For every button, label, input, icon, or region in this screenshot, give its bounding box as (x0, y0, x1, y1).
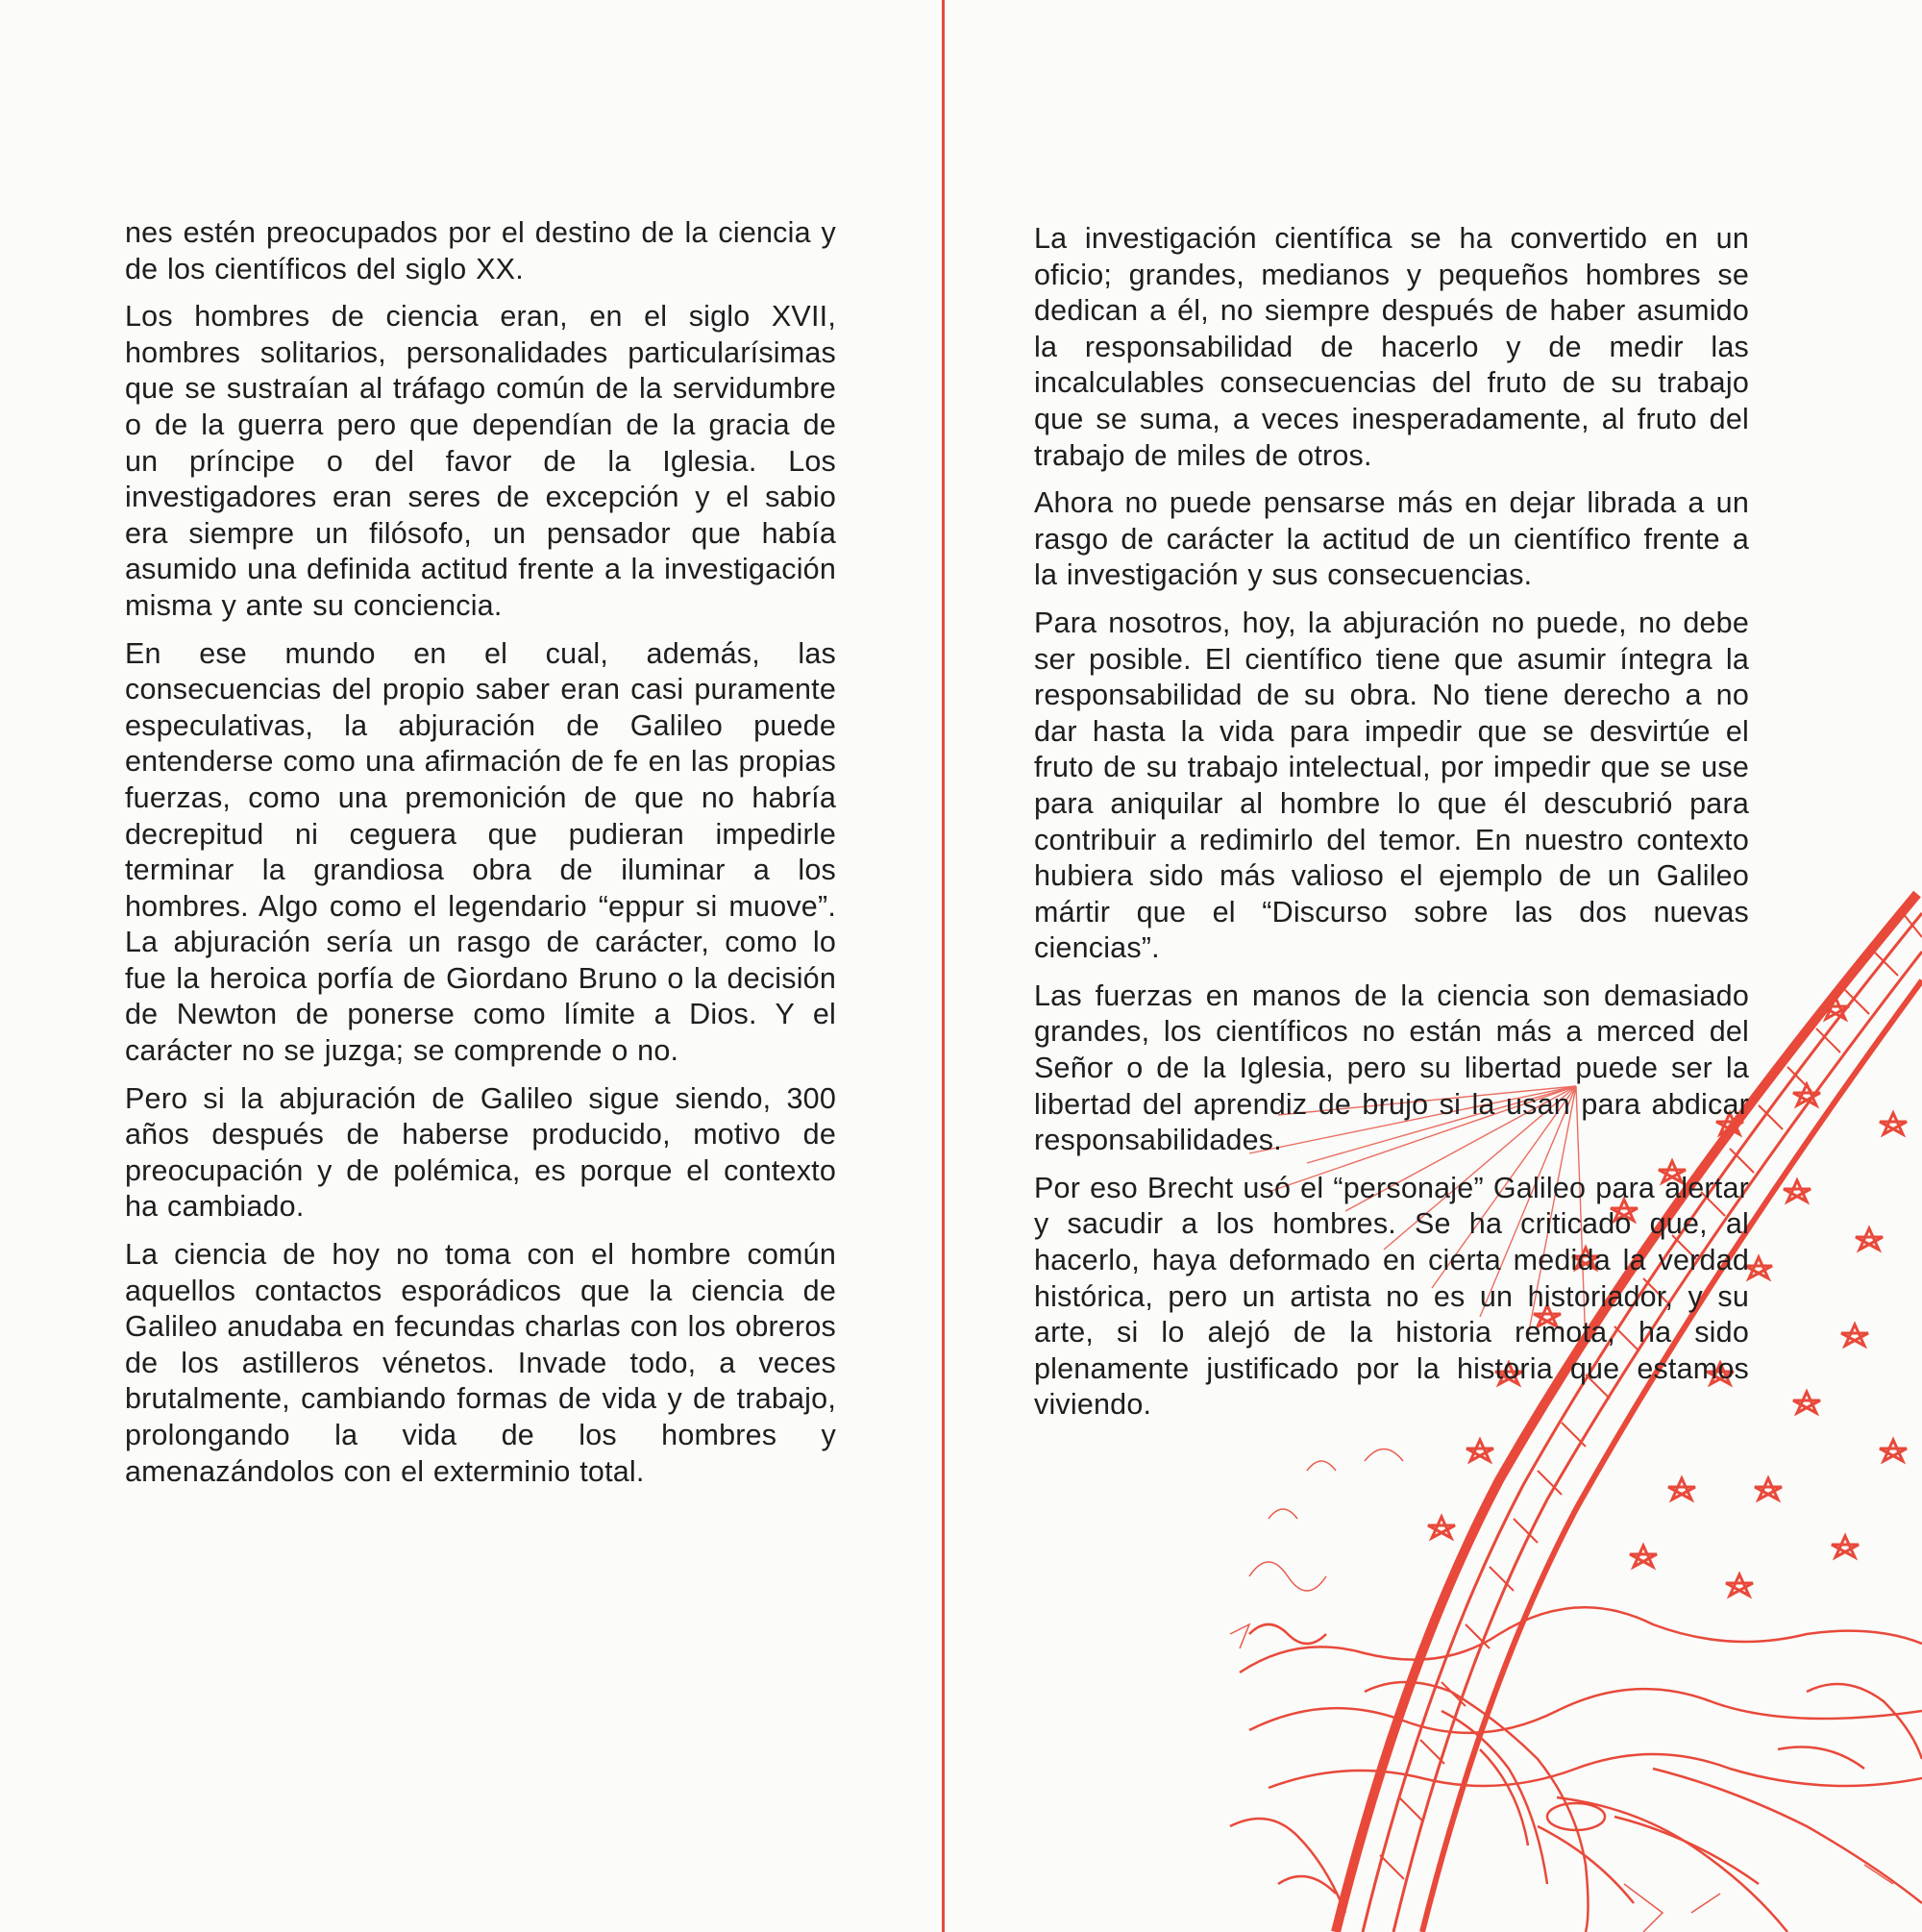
right-paragraph-1: La investigación científica se ha convertido en un oficio; grandes, medianos y pequeños hombres se dedican a él, no siempre después de haber asumido la responsabilidad de hacerlo y de medir las incalculables consecuencias del fruto de su trabajo que se suma, a veces inesperadamente, al fruto del trabajo de miles de otros. (1034, 222, 1749, 472)
right-paragraph-3: Para nosotros, hoy, la abjuración no puede, no debe ser posible. El científico tiene que asumir íntegra la responsabilidad de su obra. No tiene derecho a no dar hasta la vida para impedir que se desvirtúe el fruto de su trabajo intelectual, por impedir que se use para aniquilar al hombre lo que él descubrió para contribuir a redimirlo del temor. En nuestro contexto hubiera sido más valioso el ejemplo de un Galileo mártir que el “Discurso sobre las dos nuevas ciencias”. (1034, 606, 1749, 965)
left-paragraph-1: nes estén preocupados por el destino de la ciencia y de los científicos del siglo XX. (125, 216, 836, 285)
left-paragraph-2: Los hombres de ciencia eran, en el siglo XVII, hombres solitarios, personalidades particularísimas que se sustraían al tráfago común de la servidumbre o de la guerra pero que dependían de la gracia de un príncipe o del favor de la Iglesia. Los investigadores eran seres de excepción y el sabio era siempre un filósofo, un pensador que había asumido una definida actitud frente a la investigación misma y ante su conciencia. (125, 300, 836, 622)
right-page-text (1034, 221, 1749, 1435)
right-paragraph-5: Por eso Brecht usó el “personaje” Galileo para alertar y sacudir a los hombres. Se ha criticado que, al hacerlo, haya deformado en cierta medida la verdad histórica, pero un artista no es un historiador, y su arte, si lo alejó de la historia remota, ha sido plenamente justificado por la historia que estamos viviendo. (1034, 1171, 1749, 1422)
page-fold-divider (942, 0, 945, 1932)
left-paragraph-5: La ciencia de hoy no toma con el hombre común aquellos contactos esporádicos que la ciencia de Galileo anudaba en fecundas charlas con los obreros de los astilleros vénetos. Invade todo, a veces brutalmente, cambiando formas de vida y de trabajo, prolongando la vida de los hombres y amenazándolos con el exterminio total. (125, 1238, 836, 1488)
right-paragraph-2: Ahora no puede pensarse más en dejar librada a un rasgo de carácter la actitud de un científico frente a la investigación y sus consecuencias. (1034, 486, 1749, 592)
left-paragraph-3: En ese mundo en el cual, además, las consecuencias del propio saber eran casi puramente especulativas, la abjuración de Galileo puede entenderse como una afirmación de fe en las propias fuerzas, como una premonición de que no habría decrepitud ni ceguera que pudieran impedirle terminar la grandiosa obra de iluminar a los hombres. Algo como el legendario “eppur si muove”. La abjuración sería un rasgo de carácter, como lo fue la heroica porfía de Giordano Bruno o la decisión de Newton de ponerse como límite a Dios. Y el carácter no se juzga; se comprende o no. (125, 636, 836, 1068)
left-paragraph-4: Pero si la abjuración de Galileo sigue siendo, 300 años después de haberse producido, motivo de preocupación y de polémica, es porque el contexto ha cambiado. (125, 1081, 836, 1224)
right-paragraph-4: Las fuerzas en manos de la ciencia son demasiado grandes, los científicos no están más a merced del Señor o de la Iglesia, pero su libertad puede ser la libertad del aprendiz de brujo si la usan para abdicar responsabilidades. (1034, 978, 1749, 1157)
left-page-text (125, 215, 836, 1501)
